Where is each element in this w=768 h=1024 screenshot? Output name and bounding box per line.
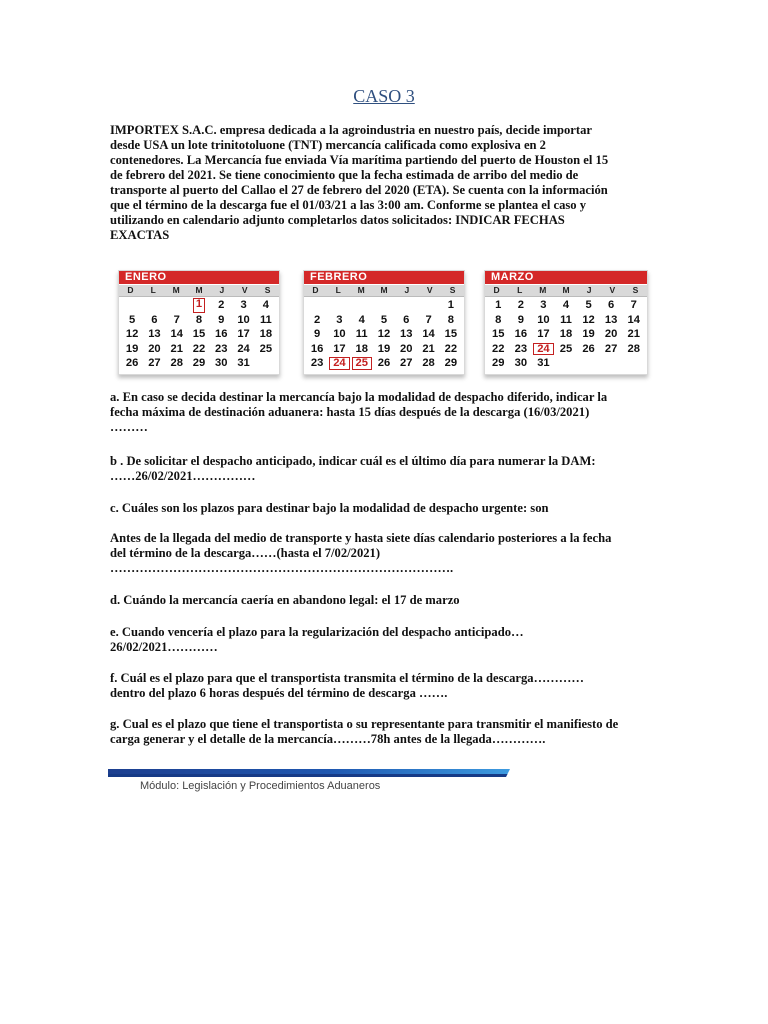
calendar-date-cell: 5 <box>585 299 592 311</box>
question-line: carga generar y el detalle de la mercancía………78h antes de la llegada…………. <box>110 732 546 746</box>
calendar-month-label: ENERO <box>119 271 279 284</box>
calendar-date-cell: 19 <box>582 328 595 340</box>
calendar-date-cell: 6 <box>608 299 615 311</box>
calendar-empty-cell <box>373 298 395 313</box>
calendar-date-cell: 29 <box>492 357 505 369</box>
calendar-date-cell: 4 <box>358 313 365 326</box>
calendar-date-cell: 22 <box>444 342 458 355</box>
calendar-date-cell: 18 <box>259 328 273 340</box>
calendar-date-cell: 19 <box>125 342 139 355</box>
calendar-date-cell: 25 <box>351 356 373 371</box>
intro-line: IMPORTEX S.A.C. empresa dedicada a la agroindustria en nuestro país, decide importar <box>110 123 592 137</box>
calendar-weekday: L <box>335 285 341 295</box>
intro-line: que el término de la descarga fue el 01/03/21 a las 3:00 am. Conforme se plantea el caso y <box>110 198 587 212</box>
calendar-date-cell: 6 <box>151 313 158 326</box>
calendar-date-cell: 12 <box>377 328 391 340</box>
calendar-date-cell: 25 <box>259 342 273 355</box>
calendar-date-cell: 8 <box>495 313 502 326</box>
calendar-date-cell: 27 <box>148 357 161 369</box>
calendar-weekday: M <box>172 285 180 295</box>
calendar-empty-cell <box>555 356 578 371</box>
calendar-empty-cell <box>255 356 277 371</box>
question-line: ……26/02/2021…………… <box>110 469 256 483</box>
calendar-date-cell: 10 <box>237 313 250 326</box>
question-line: ……… <box>110 420 148 434</box>
calendar-date-cell: 17 <box>333 342 346 355</box>
calendar-date-cell: 30 <box>215 357 228 369</box>
calendar-date-cell: 4 <box>262 299 269 311</box>
calendar-weekday: S <box>632 285 639 295</box>
calendar-date-cell: 31 <box>537 357 550 369</box>
calendar-weekday: J <box>219 285 225 295</box>
question-line: g. Cual es el plazo que tiene el transportista o su representante para transmitir el manifiesto de <box>110 717 619 731</box>
calendar-weekday-row <box>485 284 647 297</box>
calendar-date-cell: 29 <box>192 357 206 369</box>
calendar-date-cell: 24 <box>532 342 555 357</box>
intro-line: de febrero del 2021. Se tiene conocimiento que la fecha estimada de arribo del medio de <box>110 168 579 182</box>
calendar-date-cell: 5 <box>129 313 136 326</box>
calendar-weekday: M <box>195 285 203 295</box>
calendar-weekday: L <box>150 285 156 295</box>
question-line: a. En caso se decida destinar la mercancía bajo la modalidad de despacho diferido, indicar la <box>110 390 608 404</box>
answer-c <box>110 531 660 576</box>
calendar-date-cell: 21 <box>422 342 435 355</box>
calendar-date-cell: 2 <box>218 299 225 311</box>
calendar-date-cell: 23 <box>310 357 324 369</box>
calendar-weekday: D <box>127 285 134 295</box>
calendar-date-cell: 17 <box>237 328 250 340</box>
calendar-date-cell: 20 <box>148 342 161 355</box>
question-d <box>110 593 660 608</box>
calendar-weekday: J <box>586 285 592 295</box>
page-title: CASO 3 <box>353 86 415 106</box>
calendar-empty-cell <box>577 356 600 371</box>
calendar-date-cell: 12 <box>125 328 139 340</box>
calendar-date-cell: 10 <box>537 313 550 326</box>
calendar-date-cell: 21 <box>170 342 183 355</box>
calendar-date-cell: 3 <box>336 313 343 326</box>
question-f <box>110 671 660 701</box>
calendar-date-cell: 14 <box>627 313 640 326</box>
intro-line: transporte al puerto del Callao el 27 de febrero del 2020 (ETA). Se cuenta con la información <box>110 183 608 197</box>
calendar-date-cell: 7 <box>425 313 432 326</box>
calendar-date-cell: 1 <box>193 298 205 313</box>
calendar-empty-cell <box>143 298 165 313</box>
answer-line: del término de la descarga……(hasta el 7/02/2021) <box>110 546 381 560</box>
calendar-date-cell: 7 <box>173 313 180 326</box>
calendar-date-cell: 13 <box>400 328 413 340</box>
calendar-date-cell: 6 <box>403 313 410 326</box>
calendar-weekday: S <box>264 285 271 295</box>
calendar-weekday: M <box>539 285 547 295</box>
calendar-date-cell: 13 <box>604 313 618 326</box>
calendar-empty-cell <box>306 298 328 313</box>
calendar-date-cell: 11 <box>355 328 368 340</box>
calendar-weekday: V <box>609 285 616 295</box>
calendar-weekday: M <box>380 285 388 295</box>
calendar-date-cell: 31 <box>237 357 250 369</box>
question-line: f. Cuál es el plazo para que el transportista transmita el término de la descarga………… <box>110 671 584 685</box>
calendar-weekday: L <box>517 285 523 295</box>
calendar-weekday: J <box>404 285 410 295</box>
calendar-date-cell: 2 <box>314 313 321 326</box>
calendar-date-cell: 18 <box>355 342 368 355</box>
calendar-date-cell: 26 <box>125 357 139 369</box>
calendar-date-cell: 29 <box>444 357 458 369</box>
calendar-date-cell: 19 <box>377 342 391 355</box>
calendar-date-cell: 26 <box>377 357 391 369</box>
calendar-date-cell: 20 <box>400 342 413 355</box>
calendar-date-cell: 21 <box>627 328 640 340</box>
calendar-date-cell: 9 <box>517 313 524 326</box>
intro-line: contenedores. La Mercancía fue enviada Vía marítima partiendo del puerto de Houston el 15 <box>110 153 609 167</box>
calendar-date-cell: 15 <box>492 328 505 340</box>
question-line: e. Cuando vencería el plazo para la regularización del despacho anticipado… <box>110 625 524 639</box>
calendar-date-cell: 9 <box>314 328 321 340</box>
calendar-january <box>118 270 280 375</box>
calendar-date-cell: 27 <box>604 342 618 355</box>
calendar-date-cell: 26 <box>582 342 595 355</box>
calendar-date-cell: 18 <box>559 328 573 340</box>
calendar-date-cell: 22 <box>192 342 206 355</box>
calendar-date-cell: 16 <box>310 342 324 355</box>
question-line: b . De solicitar el despacho anticipado, indicar cuál es el último día para numerar la DAM: <box>110 454 596 468</box>
calendar-date-cell: 16 <box>215 328 228 340</box>
calendar-empty-cell <box>622 356 645 371</box>
calendar-weekday-row <box>304 284 464 297</box>
calendar-date-cell: 3 <box>540 299 547 311</box>
calendar-date-cell: 15 <box>192 328 206 340</box>
intro-line: EXACTAS <box>110 228 170 242</box>
calendar-empty-cell <box>395 298 417 313</box>
intro-line: desde USA un lote trinitotoluone (TNT) mercancía calificada como explosiva en 2 <box>110 138 546 152</box>
calendar-empty-cell <box>328 298 350 313</box>
footer-module-label: Módulo: Legislación y Procedimientos Aduaneros <box>140 780 381 792</box>
calendar-date-cell: 16 <box>514 328 528 340</box>
case-intro <box>110 123 660 243</box>
calendar-date-cell: 22 <box>492 342 505 355</box>
calendar-date-cell: 9 <box>218 313 225 326</box>
calendar-date-cell: 3 <box>240 299 247 311</box>
intro-line: utilizando en calendario adjunto completarlos datos solicitados: INDICAR FECHAS <box>110 213 565 227</box>
calendar-date-cell: 27 <box>400 357 413 369</box>
question-c <box>110 501 660 516</box>
calendar-empty-cell <box>600 356 623 371</box>
calendar-date-cell: 7 <box>630 299 637 311</box>
calendar-empty-cell <box>166 298 188 313</box>
calendar-month-label: MARZO <box>485 271 647 284</box>
question-line: c. Cuáles son los plazos para destinar bajo la modalidad de despacho urgente: son <box>110 501 549 515</box>
calendar-weekday: M <box>357 285 365 295</box>
calendar-date-cell: 24 <box>237 342 250 355</box>
question-line: 26/02/2021………… <box>110 640 218 654</box>
calendar-empty-cell <box>351 298 373 313</box>
question-line: dentro del plazo 6 horas después del término de descarga ……. <box>110 686 448 700</box>
question-a <box>110 390 660 435</box>
calendar-date-cell: 8 <box>447 313 454 326</box>
question-line: d. Cuándo la mercancía caería en abandono legal: el 17 de marzo <box>110 593 460 607</box>
calendar-date-cell: 12 <box>582 313 595 326</box>
question-e <box>110 625 660 655</box>
calendar-date-cell: 30 <box>514 357 528 369</box>
calendar-weekday-row <box>119 284 279 297</box>
calendar-date-cell: 1 <box>447 299 454 311</box>
calendar-date-cell: 11 <box>560 313 572 326</box>
calendar-date-cell: 1 <box>495 299 502 311</box>
calendar-date-cell: 5 <box>380 313 388 326</box>
calendar-month-label: FEBRERO <box>304 271 464 284</box>
calendar-date-cell: 20 <box>604 328 618 340</box>
calendar-date-cell: 11 <box>259 313 272 326</box>
calendar-march <box>484 270 648 375</box>
calendar-date-cell: 13 <box>148 328 161 340</box>
calendar-date-cell: 28 <box>627 342 640 355</box>
calendar-date-cell: 28 <box>422 357 435 369</box>
calendar-date-cell: 24 <box>328 356 350 371</box>
question-b <box>110 454 660 484</box>
question-line: fecha máxima de destinación aduanera: hasta 15 días después de la descarga (16/03/2021) <box>110 405 590 419</box>
calendar-empty-cell <box>417 298 439 313</box>
calendar-february <box>303 270 465 375</box>
calendar-empty-cell <box>121 298 143 313</box>
calendar-date-cell: 2 <box>517 299 524 311</box>
calendar-weekday: V <box>241 285 248 295</box>
answer-line: ………………………………………………………………………. <box>110 561 454 575</box>
calendar-weekday: S <box>449 285 456 295</box>
calendar-date-cell: 4 <box>562 299 570 311</box>
calendar-date-cell: 14 <box>170 328 183 340</box>
calendar-date-cell: 23 <box>514 342 528 355</box>
calendar-day-grid <box>485 297 647 374</box>
answer-line: Antes de la llegada del medio de transporte y hasta siete días calendario posteriores a la fecha <box>110 531 612 545</box>
question-g <box>110 717 660 747</box>
calendar-date-cell: 23 <box>215 342 228 355</box>
calendar-date-cell: 15 <box>444 328 458 340</box>
calendar-date-cell: 17 <box>537 328 550 340</box>
calendar-date-cell: 10 <box>333 328 346 340</box>
calendar-date-cell: 8 <box>195 313 203 326</box>
calendar-day-grid <box>304 297 464 374</box>
calendar-weekday: V <box>426 285 433 295</box>
calendar-date-cell: 14 <box>422 328 435 340</box>
calendar-weekday: D <box>312 285 319 295</box>
calendar-date-cell: 28 <box>170 357 183 369</box>
calendar-weekday: M <box>562 285 570 295</box>
calendar-weekday: D <box>493 285 500 295</box>
footer-divider-bar <box>108 769 510 777</box>
calendar-date-cell: 25 <box>559 342 573 355</box>
calendar-day-grid <box>119 297 279 374</box>
